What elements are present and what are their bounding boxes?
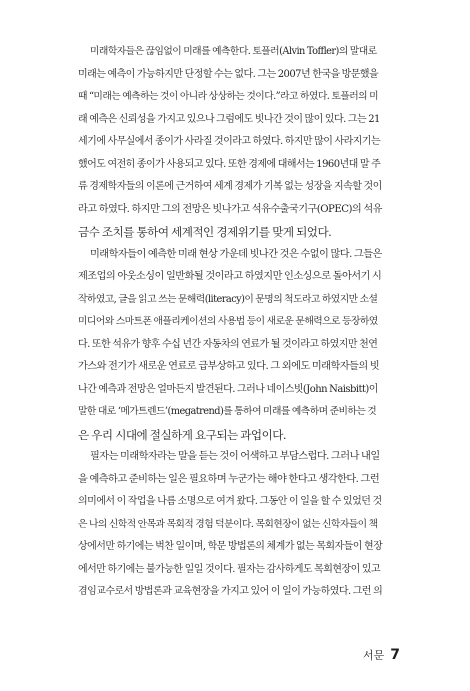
running-footer-section: 서문	[362, 649, 385, 662]
text-line: 때 “미래는 예측하는 것이 아니라 상상하는 것이다.”라고 하였다. 토플러의 미	[78, 91, 379, 102]
paragraph-2	[78, 244, 382, 447]
page-footer	[363, 647, 400, 663]
text-line: 에서만 하기에는 불가능한 일일 것이다. 필자는 감사하게도 목회현장이 있고	[78, 563, 381, 575]
text-line: 세기에 사무실에서 종이가 사라질 것이라고 하였다. 하지만 많이 사라지기는	[78, 136, 381, 147]
text-line: 을 예측하고 준비하는 일은 필요하며 누군가는 해야 한다고 생각한다. 그런	[78, 473, 380, 485]
text-line: 나간 예측과 전망은 얼마든지 발견된다. 그러나 네이스빗(John Naisbitt)이	[78, 383, 378, 395]
text-line: 미래학자들은 끊임없이 미래를 예측한다. 토플러(Alvin Toffler)의 말대로	[90, 46, 377, 57]
text-line: 라고 하였다. 하지만 그의 전망은 빗나가고 석유수출국기구(OPEC)의 석유	[78, 203, 382, 215]
text-line: 미래학자들이 예측한 미래 현상 가운데 빗나간 것은 수없이 많다. 그들은	[90, 248, 382, 260]
text-line: 필자는 미래학자라는 말을 듣는 것이 어색하고 부담스럽다. 그러나 내일	[90, 451, 380, 462]
text-line: 작하였고, 글을 읽고 쓰는 문해력(literacy)이 문명의 척도라고 하였지만 소셜	[78, 293, 378, 305]
text-line: 미디어와 스마트폰 애플리케이션의 사용법 등이 새로운 문해력으로 등장하였	[78, 316, 378, 327]
text-line: 겸임교수로서 방법론과 교육현장을 가지고 있어 이 일이 가능하였다. 그런 의	[78, 586, 383, 597]
paragraph-3	[78, 446, 382, 604]
text-line: 가스와 전기가 새로운 연료로 급부상하고 있다. 그 외에도 미래학자들의 빗	[78, 361, 380, 372]
text-line: 은 나의 신학적 안목과 목회적 경험 덕분이다. 목회현장이 없는 신학자들이 책	[78, 518, 378, 530]
text-line: 제조업의 아웃소싱이 일반화될 것이라고 하였지만 인소싱으로 돌아서기 시	[78, 271, 382, 282]
text-line: 말한 대로 ‘메가트렌드’(megatrend)를 통하여 미래를 예측하며 준비하는 것	[78, 406, 377, 417]
text-line: 했어도 여전히 종이가 사용되고 있다. 또한 경제에 대해서는 1960년대 말 주	[78, 158, 381, 170]
text-line: 다. 또한 석유가 향후 수십 년간 자동차의 연료가 될 것이라고 하였지만 천연	[78, 338, 378, 350]
text-line: 래 예측은 신뢰성을 가지고 있으나 그럼에도 빗나간 것이 많이 있다. 그는 21	[78, 113, 380, 125]
text-line: 의미에서 이 작업을 나름 소명으로 여겨 왔다. 그동안 이 일을 할 수 있었던 것	[78, 496, 382, 507]
body-text	[78, 41, 382, 604]
text-line: 미래는 예측이 가능하지만 단정할 수는 없다. 그는 2007년 한국을 방문했을	[78, 68, 379, 80]
text-line: 상에서만 하기에는 벅찬 일이며, 학문 방법론의 체계가 없는 목회자들이 현장	[78, 541, 383, 552]
paragraph-1	[78, 41, 382, 244]
text-line: 은 우리 시대에 절실하게 요구되는 과업이다.	[78, 427, 287, 442]
text-line: 금수 조치를 통하여 세계적인 경제위기를 맞게 되었다.	[78, 225, 332, 239]
page-number: 7	[390, 647, 400, 663]
text-line: 류 경제학자들의 이론에 근거하여 세계 경제가 기복 없는 성장을 지속할 것이	[78, 181, 382, 192]
